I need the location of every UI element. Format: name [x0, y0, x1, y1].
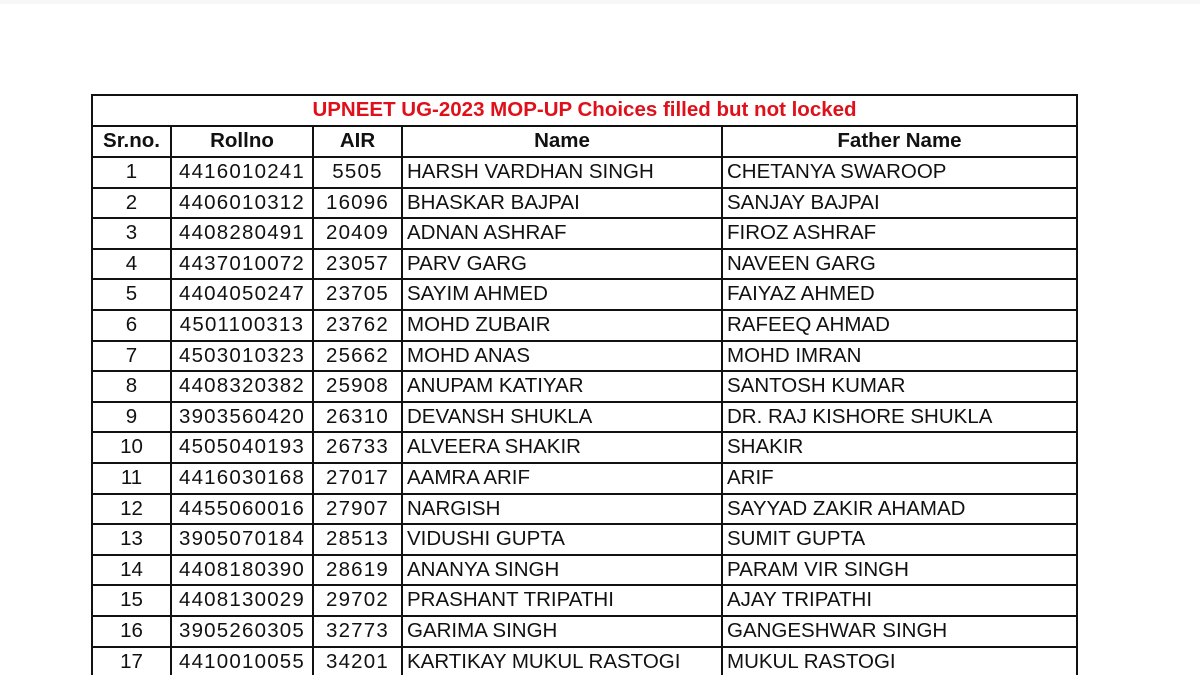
cell-father-name: DR. RAJ KISHORE SHUKLA — [722, 402, 1077, 433]
cell-rollno: 4501100313 — [171, 310, 313, 341]
cell-sr-no: 9 — [92, 402, 171, 433]
cell-name: NARGISH — [402, 494, 722, 525]
cell-rollno: 4505040193 — [171, 432, 313, 463]
cell-rollno: 4408180390 — [171, 555, 313, 586]
cell-sr-no: 14 — [92, 555, 171, 586]
cell-name: GARIMA SINGH — [402, 616, 722, 647]
cell-rollno: 3905260305 — [171, 616, 313, 647]
cell-father-name: AJAY TRIPATHI — [722, 585, 1077, 616]
cell-air: 26733 — [313, 432, 402, 463]
cell-sr-no: 8 — [92, 371, 171, 402]
cell-father-name: SANJAY BAJPAI — [722, 188, 1077, 219]
cell-air: 5505 — [313, 157, 402, 188]
cell-sr-no: 12 — [92, 494, 171, 525]
cell-air: 27017 — [313, 463, 402, 494]
cell-rollno: 4416030168 — [171, 463, 313, 494]
cell-name: ALVEERA SHAKIR — [402, 432, 722, 463]
cell-sr-no: 17 — [92, 647, 171, 675]
cell-rollno: 3903560420 — [171, 402, 313, 433]
cell-rollno: 4410010055 — [171, 647, 313, 675]
cell-name: PARV GARG — [402, 249, 722, 280]
cell-rollno: 3905070184 — [171, 524, 313, 555]
cell-name: BHASKAR BAJPAI — [402, 188, 722, 219]
cell-father-name: PARAM VIR SINGH — [722, 555, 1077, 586]
table-title: UPNEET UG-2023 MOP-UP Choices filled but not locked — [92, 95, 1077, 126]
table-row — [92, 249, 1077, 280]
cell-air: 23762 — [313, 310, 402, 341]
cell-name: ANUPAM KATIYAR — [402, 371, 722, 402]
cell-sr-no: 13 — [92, 524, 171, 555]
cell-name: DEVANSH SHUKLA — [402, 402, 722, 433]
cell-rollno: 4503010323 — [171, 341, 313, 372]
cell-sr-no: 5 — [92, 279, 171, 310]
cell-name: VIDUSHI GUPTA — [402, 524, 722, 555]
cell-father-name: GANGESHWAR SINGH — [722, 616, 1077, 647]
cell-father-name: NAVEEN GARG — [722, 249, 1077, 280]
table-title-row — [92, 95, 1077, 126]
cell-name: MOHD ZUBAIR — [402, 310, 722, 341]
column-header-air: AIR — [313, 126, 402, 157]
cell-father-name: RAFEEQ AHMAD — [722, 310, 1077, 341]
cell-rollno: 4404050247 — [171, 279, 313, 310]
table-row — [92, 341, 1077, 372]
cell-sr-no: 2 — [92, 188, 171, 219]
cell-rollno: 4408320382 — [171, 371, 313, 402]
cell-air: 25662 — [313, 341, 402, 372]
table-row — [92, 188, 1077, 219]
cell-sr-no: 15 — [92, 585, 171, 616]
cell-sr-no: 7 — [92, 341, 171, 372]
cell-air: 29702 — [313, 585, 402, 616]
table-row — [92, 647, 1077, 675]
table-row — [92, 218, 1077, 249]
cell-name: AAMRA ARIF — [402, 463, 722, 494]
cell-air: 34201 — [313, 647, 402, 675]
cell-father-name: SUMIT GUPTA — [722, 524, 1077, 555]
cell-sr-no: 1 — [92, 157, 171, 188]
table-row — [92, 555, 1077, 586]
table-row — [92, 494, 1077, 525]
cell-rollno: 4408280491 — [171, 218, 313, 249]
table-row — [92, 432, 1077, 463]
cell-father-name: FIROZ ASHRAF — [722, 218, 1077, 249]
cell-air: 32773 — [313, 616, 402, 647]
cell-air: 23057 — [313, 249, 402, 280]
cell-name: SAYIM AHMED — [402, 279, 722, 310]
cell-air: 26310 — [313, 402, 402, 433]
cell-sr-no: 16 — [92, 616, 171, 647]
table-row — [92, 310, 1077, 341]
page-top-edge — [0, 0, 1200, 4]
cell-name: HARSH VARDHAN SINGH — [402, 157, 722, 188]
table-row — [92, 157, 1077, 188]
cell-father-name: SAYYAD ZAKIR AHAMAD — [722, 494, 1077, 525]
cell-name: PRASHANT TRIPATHI — [402, 585, 722, 616]
candidate-table — [91, 94, 1078, 675]
table-row — [92, 585, 1077, 616]
cell-air: 28513 — [313, 524, 402, 555]
table-row — [92, 402, 1077, 433]
cell-rollno: 4455060016 — [171, 494, 313, 525]
cell-sr-no: 4 — [92, 249, 171, 280]
cell-air: 16096 — [313, 188, 402, 219]
cell-father-name: MUKUL RASTOGI — [722, 647, 1077, 675]
cell-air: 20409 — [313, 218, 402, 249]
cell-air: 28619 — [313, 555, 402, 586]
cell-sr-no: 6 — [92, 310, 171, 341]
cell-father-name: SHAKIR — [722, 432, 1077, 463]
cell-rollno: 4437010072 — [171, 249, 313, 280]
column-header-sr-no: Sr.no. — [92, 126, 171, 157]
cell-name: ANANYA SINGH — [402, 555, 722, 586]
column-header-name: Name — [402, 126, 722, 157]
table-row — [92, 279, 1077, 310]
cell-name: KARTIKAY MUKUL RASTOGI — [402, 647, 722, 675]
cell-rollno: 4406010312 — [171, 188, 313, 219]
column-header-rollno: Rollno — [171, 126, 313, 157]
cell-air: 23705 — [313, 279, 402, 310]
cell-father-name: CHETANYA SWAROOP — [722, 157, 1077, 188]
column-header-father-name: Father Name — [722, 126, 1077, 157]
cell-sr-no: 11 — [92, 463, 171, 494]
cell-air: 25908 — [313, 371, 402, 402]
cell-name: ADNAN ASHRAF — [402, 218, 722, 249]
cell-rollno: 4416010241 — [171, 157, 313, 188]
cell-father-name: FAIYAZ AHMED — [722, 279, 1077, 310]
cell-father-name: SANTOSH KUMAR — [722, 371, 1077, 402]
cell-name: MOHD ANAS — [402, 341, 722, 372]
table-row — [92, 463, 1077, 494]
table-row — [92, 371, 1077, 402]
table-row — [92, 616, 1077, 647]
cell-father-name: ARIF — [722, 463, 1077, 494]
cell-sr-no: 10 — [92, 432, 171, 463]
cell-father-name: MOHD IMRAN — [722, 341, 1077, 372]
cell-sr-no: 3 — [92, 218, 171, 249]
cell-air: 27907 — [313, 494, 402, 525]
cell-rollno: 4408130029 — [171, 585, 313, 616]
table-row — [92, 524, 1077, 555]
table-header-row — [92, 126, 1077, 157]
